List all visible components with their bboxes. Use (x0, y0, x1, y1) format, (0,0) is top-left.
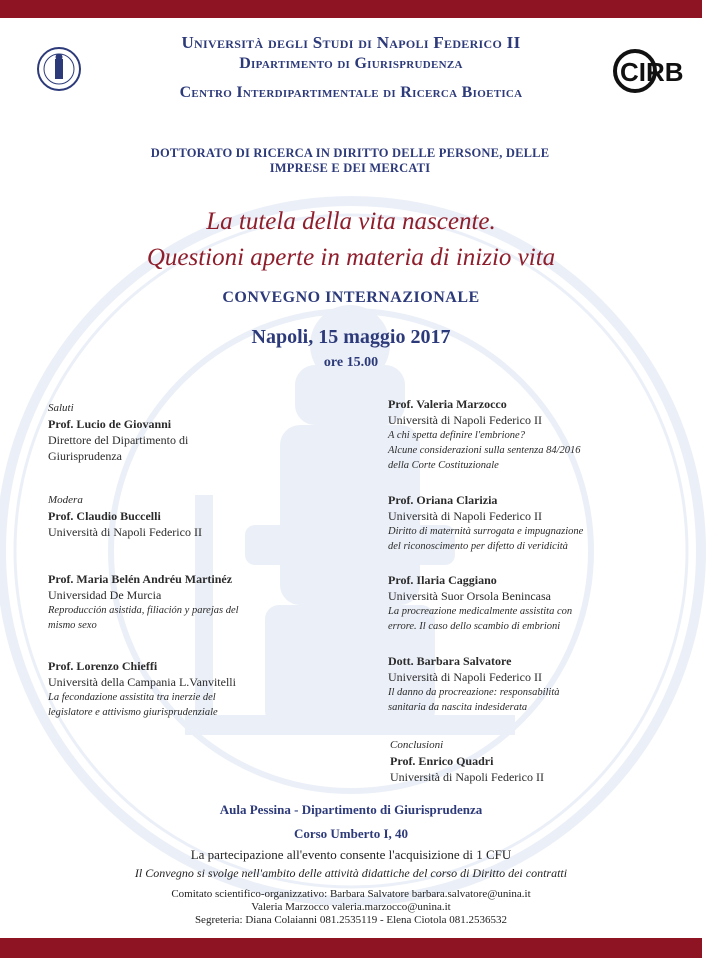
talk-title: Reproducción asistida, filiación y parejas del (48, 605, 239, 616)
top-border-bar (0, 0, 702, 18)
cfu-note: La partecipazione all'evento consente l'acquisizione di 1 CFU (190, 847, 512, 862)
event-type: CONVEGNO INTERNAZIONALE (222, 289, 480, 306)
event-time: ore 15.00 (323, 355, 379, 370)
talk-title: legislatore e attivismo giurisprudenziale (48, 707, 218, 718)
speaker-block (48, 492, 288, 540)
talk-title: errore. Il caso dello scambio di embrioni (388, 621, 561, 632)
speaker-block (48, 571, 288, 633)
speaker-block (388, 653, 628, 715)
committee-line-2: Valeria Marzocco valeria.marzocco@unina.it (251, 901, 451, 913)
speaker-role: Saluti (48, 402, 74, 414)
speaker-name: Prof. Lorenzo Chieffi (48, 659, 158, 673)
talk-title: della Corte Costituzionale (388, 460, 499, 471)
speaker-affiliation: Università di Napoli Federico II (388, 413, 542, 427)
speaker-name: Prof. Lucio de Giovanni (48, 417, 172, 431)
doctorate-title (140, 146, 560, 176)
svg-text:CIRB: CIRB (620, 57, 684, 87)
speaker-block (388, 396, 628, 473)
doctorate-line-2: IMPRESE E DEI MERCATI (269, 161, 431, 175)
event-title-line-2: Questioni aperte in materia di inizio vita (146, 244, 556, 271)
speaker-affiliation: Università di Napoli Federico II (388, 670, 542, 684)
talk-title: mismo sexo (48, 620, 97, 631)
speaker-affiliation: Universidad De Murcia (48, 588, 162, 602)
speaker-name: Dott. Barbara Salvatore (388, 654, 512, 668)
speaker-affiliation: Università Suor Orsola Benincasa (388, 589, 551, 603)
department-name: Dipartimento di Giurisprudenza (239, 55, 463, 72)
event-date: Napoli, 15 maggio 2017 (251, 326, 451, 348)
speaker-block (388, 572, 628, 634)
speaker-block (390, 737, 630, 785)
speaker-name: Prof. Enrico Quadri (390, 754, 494, 768)
speaker-affiliation: Giurisprudenza (48, 449, 122, 463)
speaker-name: Prof. Maria Belén Andréu Martinéz (48, 572, 233, 586)
research-centre-name: Centro Interdipartimentale di Ricerca Bioetica (179, 84, 523, 101)
contacts (0, 888, 702, 927)
committee-line: Comitato scientifico-organizzativo: Barbara Salvatore barbara.salvatore@unina.it (171, 888, 531, 900)
talk-title: del riconoscimento per difetto di veridicità (388, 541, 568, 552)
bottom-border-bar (0, 938, 702, 958)
venue: Aula Pessina - Dipartimento di Giurisprudenza (219, 802, 483, 817)
speaker-affiliation: Direttore del Dipartimento di (48, 433, 189, 447)
event-title-line-1: La tutela della vita nascente. (206, 208, 496, 235)
talk-title: La fecondazione assistita tra inerzie del (48, 692, 216, 703)
talk-title: sanitaria da nascita indesiderata (388, 702, 528, 713)
doctorate-line-1: DOTTORATO DI RICERCA IN DIRITTO DELLE PERSONE, DELLE (150, 146, 550, 160)
talk-title: A chi spetta definire l'embrione? (388, 430, 525, 441)
talk-title: Diritto di maternità surrogata e impugnazione (388, 526, 584, 537)
speaker-name: Prof. Ilaria Caggiano (388, 573, 497, 587)
speaker-role: Modera (48, 494, 83, 506)
speaker-affiliation: Università di Napoli Federico II (390, 770, 544, 784)
speaker-block (388, 492, 628, 554)
address: Corso Umberto I, 40 (293, 826, 409, 841)
speaker-block (48, 400, 288, 464)
speaker-role: Conclusioni (390, 739, 444, 751)
secretary-line: Segreteria: Diana Colaianni 081.2535119 - Elena Ciotola 081.2536532 (194, 914, 508, 926)
speaker-name: Prof. Valeria Marzocco (388, 397, 507, 411)
speaker-affiliation: Università della Campania L.Vanvitelli (48, 675, 236, 689)
speaker-block (48, 658, 288, 720)
talk-title: La procreazione medicalmente assistita con (388, 606, 573, 617)
speaker-affiliation: Università di Napoli Federico II (388, 509, 542, 523)
cirb-logo-icon (612, 48, 684, 94)
speaker-affiliation: Università di Napoli Federico II (48, 525, 202, 539)
speaker-name: Prof. Oriana Clarizia (388, 493, 498, 507)
course-note: Il Convegno si svolge nell'ambito delle attività didattiche del corso di Diritto dei contratti (134, 866, 568, 880)
speaker-name: Prof. Claudio Buccelli (48, 509, 161, 523)
talk-title: Alcune considerazioni sulla sentenza 84/2016 (388, 445, 581, 456)
talk-title: Il danno da procreazione: responsabilità (388, 687, 560, 698)
university-name: Università degli Studi di Napoli Federico II (181, 33, 521, 52)
